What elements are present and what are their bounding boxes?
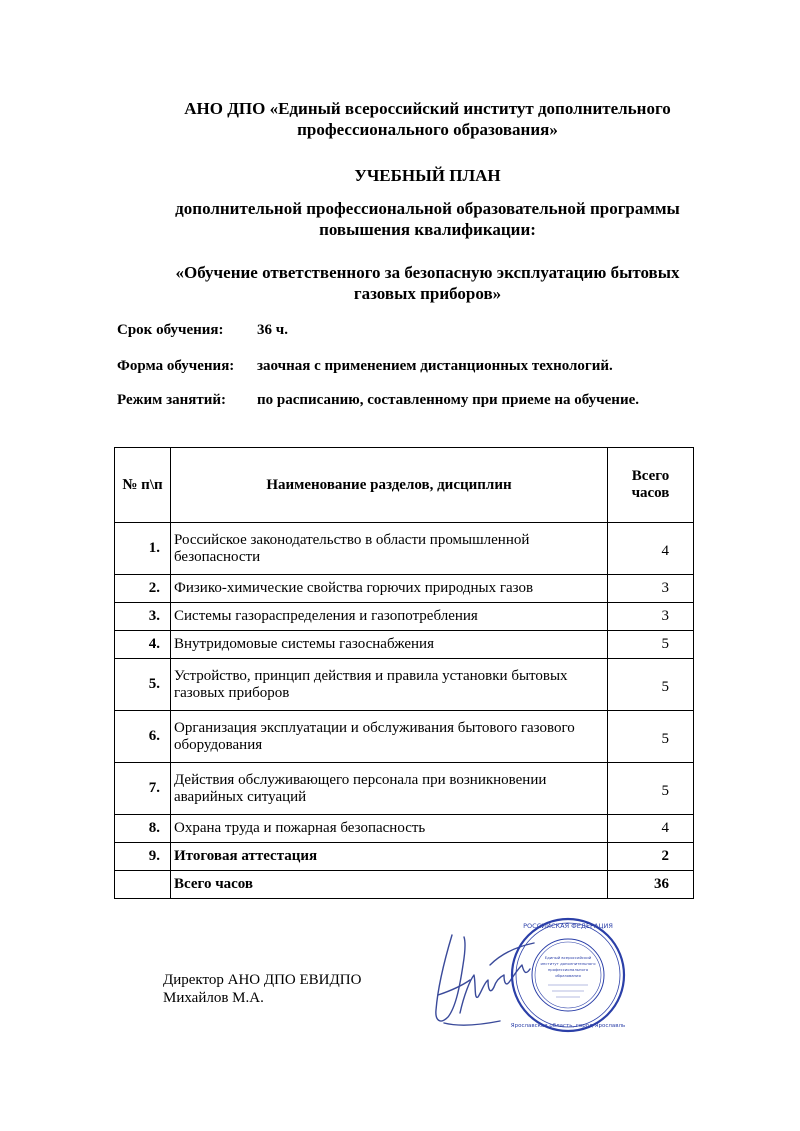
column-header-number: № п\п [115, 448, 171, 523]
course-title-line1: «Обучение ответственного за безопасную эксплуатацию бытовых [175, 263, 680, 282]
row-name: Охрана труда и пожарная безопасность [171, 815, 608, 843]
organization-name-line1: АНО ДПО «Единый всероссийский институт дополнительного [184, 99, 671, 118]
column-header-hours-line1: Всего [631, 468, 670, 484]
row-hours: 5 [608, 659, 694, 711]
svg-text:профессионального: профессионального [547, 967, 589, 972]
row-hours: 5 [608, 711, 694, 763]
svg-text:образования: образования [555, 973, 581, 978]
signer-block [163, 971, 361, 1007]
table-header-row [115, 448, 694, 523]
row-number: 8. [115, 815, 171, 843]
table-row-total [115, 871, 694, 899]
row-name: Физико-химические свойства горючих природных газов [171, 575, 608, 603]
table-row [115, 603, 694, 631]
column-header-hours [608, 448, 694, 523]
curriculum-table [114, 447, 694, 899]
duration-row [117, 321, 288, 339]
course-title [0, 262, 800, 304]
row-number: 1. [115, 523, 171, 575]
svg-text:Единый всероссийский: Единый всероссийский [544, 955, 592, 960]
row-number: 5. [115, 659, 171, 711]
row-number: 3. [115, 603, 171, 631]
row-name: Российское законодательство в области промышленной безопасности [171, 523, 608, 575]
form-value: заочная с применением дистанционных технологий. [257, 358, 613, 374]
total-label: Всего часов [171, 871, 608, 899]
official-seal [508, 915, 628, 1035]
row-hours: 4 [608, 523, 694, 575]
row-hours: 5 [608, 763, 694, 815]
table-row [115, 575, 694, 603]
svg-text:институт дополнительного: институт дополнительного [540, 961, 596, 966]
table-row [115, 711, 694, 763]
column-header-name: Наименование разделов, дисциплин [171, 448, 608, 523]
table-row [115, 763, 694, 815]
signer-position: Директор АНО ДПО ЕВИДПО [163, 972, 362, 988]
table-row [115, 815, 694, 843]
program-description-line2: повышения квалификации: [319, 220, 536, 239]
program-description [0, 198, 800, 240]
row-number: 2. [115, 575, 171, 603]
form-row [117, 357, 613, 375]
row-hours: 3 [608, 603, 694, 631]
row-hours: 4 [608, 815, 694, 843]
row-name: Действия обслуживающего персонала при возникновении аварийных ситуаций [171, 763, 608, 815]
table-row [115, 523, 694, 575]
document-title: УЧЕБНЫЙ ПЛАН [354, 166, 501, 185]
row-number: 9. [115, 843, 171, 871]
organization-name-line2: профессионального образования» [297, 120, 558, 139]
row-name: Организация эксплуатации и обслуживания бытового газового оборудования [171, 711, 608, 763]
total-number-cell [115, 871, 171, 899]
row-number: 6. [115, 711, 171, 763]
svg-text:Ярославская область, город Яро: Ярославская область, город Ярославль [510, 1023, 626, 1029]
table-row-final-attestation [115, 843, 694, 871]
table-row [115, 631, 694, 659]
mode-row [117, 391, 639, 409]
program-description-line1: дополнительной профессиональной образовательной программы [175, 199, 680, 218]
column-header-hours-line2: часов [631, 485, 670, 501]
table-row [115, 659, 694, 711]
duration-value: 36 ч. [257, 322, 288, 338]
form-label: Форма обучения: [117, 358, 235, 374]
duration-label: Срок обучения: [117, 322, 224, 338]
mode-label: Режим занятий: [117, 392, 227, 408]
svg-text:РОССИЙСКАЯ ФЕДЕРАЦИЯ: РОССИЙСКАЯ ФЕДЕРАЦИЯ [523, 922, 613, 930]
row-hours: 3 [608, 575, 694, 603]
signer-name: Михайлов М.А. [163, 990, 264, 1006]
row-number: 4. [115, 631, 171, 659]
mode-value: по расписанию, составленному при приеме на обучение. [257, 392, 639, 408]
organization-name [0, 98, 800, 140]
row-hours: 2 [608, 843, 694, 871]
row-hours: 5 [608, 631, 694, 659]
row-name: Итоговая аттестация [171, 843, 608, 871]
row-number: 7. [115, 763, 171, 815]
total-hours: 36 [608, 871, 694, 899]
course-title-line2: газовых приборов» [353, 284, 502, 303]
row-name: Системы газораспределения и газопотребления [171, 603, 608, 631]
row-name: Устройство, принцип действия и правила установки бытовых газовых приборов [171, 659, 608, 711]
row-name: Внутридомовые системы газоснабжения [171, 631, 608, 659]
